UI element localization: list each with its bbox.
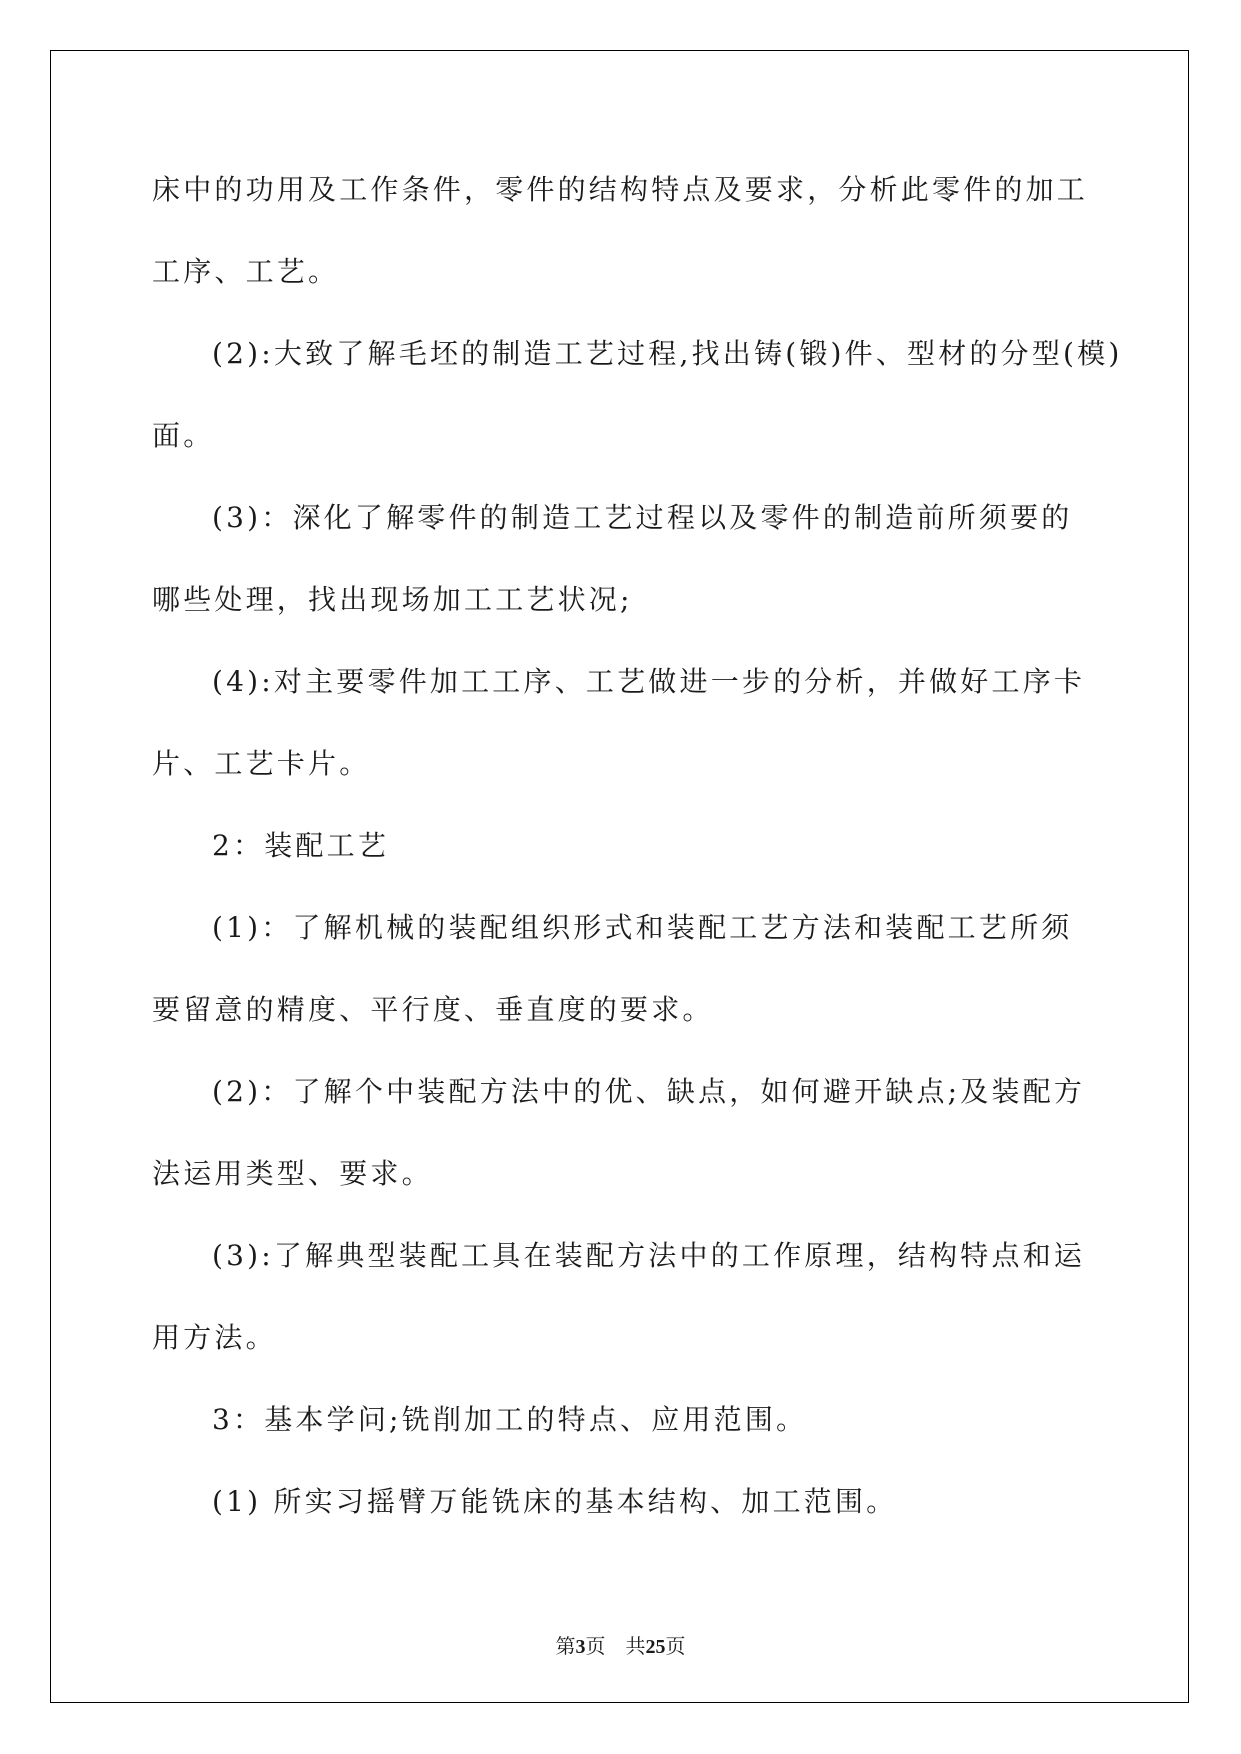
text-line: (2)：了解个中装配方法中的优、缺点，如何避开缺点;及装配方 — [212, 1075, 1086, 1108]
text-line: 面。 — [152, 419, 215, 452]
text-line: 用方法。 — [152, 1321, 277, 1354]
current-page-number: 3 — [575, 1636, 586, 1658]
page-footer — [0, 1630, 1241, 1659]
text-line: 法运用类型、要求。 — [152, 1157, 433, 1190]
text-line: (1)：了解机械的装配组织形式和装配工艺方法和装配工艺所须 — [212, 911, 1073, 944]
text-line: (1) 所实习摇臂万能铣床的基本结构、加工范围。 — [212, 1485, 898, 1518]
footer-prefix: 第 — [555, 1636, 576, 1658]
footer-page-suffix: 页 — [585, 1636, 606, 1658]
text-line: 片、工艺卡片。 — [152, 747, 371, 780]
text-line: (4):对主要零件加工工序、工艺做进一步的分析，并做好工序卡 — [212, 665, 1086, 698]
text-line: 工序、工艺。 — [152, 255, 340, 288]
footer-total-suffix: 页 — [665, 1636, 686, 1658]
total-page-count: 25 — [645, 1636, 666, 1658]
text-line: (2):大致了解毛坯的制造工艺过程,找出铸(锻)件、型材的分型(模) — [212, 337, 1123, 370]
text-line: 哪些处理，找出现场加工工艺状况; — [152, 583, 633, 616]
section-heading: 2：装配工艺 — [212, 829, 390, 862]
document-body — [152, 162, 1123, 1556]
text-line: (3)：深化了解零件的制造工艺过程以及零件的制造前所须要的 — [212, 501, 1073, 534]
footer-total-prefix: 共 — [625, 1636, 646, 1658]
section-heading: 3：基本学问;铣削加工的特点、应用范围。 — [212, 1403, 808, 1436]
text-line: (3):了解典型装配工具在装配方法中的工作原理，结构特点和运 — [212, 1239, 1086, 1272]
text-line: 要留意的精度、平行度、垂直度的要求。 — [152, 993, 714, 1026]
text-line: 床中的功用及工作条件，零件的结构特点及要求，分析此零件的加工 — [152, 173, 1089, 206]
